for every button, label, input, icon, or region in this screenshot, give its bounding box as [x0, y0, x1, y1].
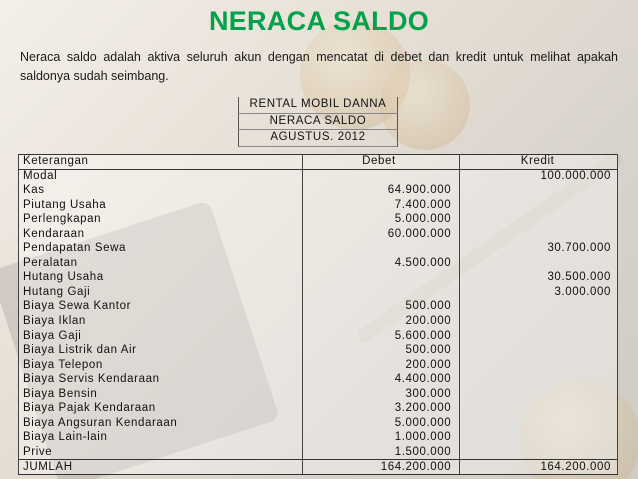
cell-keterangan: Perlengkapan — [19, 213, 303, 228]
table-row — [19, 344, 618, 359]
cell-debet — [302, 271, 460, 286]
cell-keterangan: Biaya Listrik dan Air — [19, 344, 303, 359]
statement-name: NERACA SALDO — [238, 114, 398, 131]
total-kredit: 164.200.000 — [460, 460, 618, 475]
table-row — [19, 358, 618, 373]
cell-kredit — [460, 300, 618, 315]
cell-kredit — [460, 329, 618, 344]
table-row — [19, 213, 618, 228]
cell-debet: 200.000 — [302, 358, 460, 373]
cell-keterangan: Piutang Usaha — [19, 198, 303, 213]
cell-kredit — [460, 402, 618, 417]
cell-kredit — [460, 184, 618, 199]
cell-debet: 300.000 — [302, 387, 460, 402]
report-period: AGUSTUS. 2012 — [238, 130, 398, 147]
cell-keterangan: Biaya Angsuran Kendaraan — [19, 416, 303, 431]
table-row — [19, 169, 618, 184]
table-row — [19, 402, 618, 417]
table-row — [19, 445, 618, 460]
cell-kredit — [460, 344, 618, 359]
total-debet: 164.200.000 — [302, 460, 460, 475]
header-keterangan: Keterangan — [19, 155, 303, 170]
header-debet: Debet — [302, 155, 460, 170]
table-header-row — [19, 155, 618, 170]
cell-kredit — [460, 315, 618, 330]
table-row — [19, 271, 618, 286]
cell-kredit — [460, 416, 618, 431]
cell-kredit: 30.700.000 — [460, 242, 618, 257]
slide-title: NERACA SALDO — [208, 6, 430, 36]
cell-debet: 5.000.000 — [302, 416, 460, 431]
cell-keterangan: Biaya Pajak Kendaraan — [19, 402, 303, 417]
table-total-row — [19, 460, 618, 475]
intro-paragraph: Neraca saldo adalah aktiva seluruh akun dengan mencatat di debet dan kredit untuk melihat apakah saldonya sudah seimbang. — [20, 50, 618, 83]
table-row — [19, 315, 618, 330]
table-row — [19, 184, 618, 199]
cell-kredit — [460, 213, 618, 228]
cell-keterangan: Pendapatan Sewa — [19, 242, 303, 257]
table-row — [19, 242, 618, 257]
cell-kredit — [460, 373, 618, 388]
table-body — [19, 169, 618, 460]
cell-debet: 5.600.000 — [302, 329, 460, 344]
cell-kredit: 3.000.000 — [460, 285, 618, 300]
trial-balance-table-container — [18, 154, 618, 475]
table-row — [19, 373, 618, 388]
cell-debet — [302, 285, 460, 300]
cell-debet: 500.000 — [302, 344, 460, 359]
cell-debet: 60.000.000 — [302, 227, 460, 242]
cell-keterangan: Biaya Telepon — [19, 358, 303, 373]
cell-debet — [302, 169, 460, 184]
cell-keterangan: Biaya Bensin — [19, 387, 303, 402]
cell-kredit: 100.000.000 — [460, 169, 618, 184]
table-row — [19, 416, 618, 431]
cell-keterangan: Prive — [19, 445, 303, 460]
cell-kredit — [460, 256, 618, 271]
cell-debet: 64.900.000 — [302, 184, 460, 199]
cell-debet: 3.200.000 — [302, 402, 460, 417]
trial-balance-table — [18, 154, 618, 475]
cell-keterangan: Modal — [19, 169, 303, 184]
header-kredit: Kredit — [460, 155, 618, 170]
table-row — [19, 256, 618, 271]
cell-kredit — [460, 198, 618, 213]
cell-kredit — [460, 358, 618, 373]
cell-debet: 1.000.000 — [302, 431, 460, 446]
cell-keterangan: Biaya Servis Kendaraan — [19, 373, 303, 388]
cell-debet: 4.400.000 — [302, 373, 460, 388]
company-name: RENTAL MOBIL DANNA — [238, 97, 398, 114]
table-row — [19, 300, 618, 315]
cell-debet: 5.000.000 — [302, 213, 460, 228]
cell-keterangan: Peralatan — [19, 256, 303, 271]
total-label: JUMLAH — [19, 460, 303, 475]
report-header — [18, 97, 618, 147]
cell-keterangan: Biaya Sewa Kantor — [19, 300, 303, 315]
cell-keterangan: Hutang Usaha — [19, 271, 303, 286]
cell-debet: 1.500.000 — [302, 445, 460, 460]
cell-debet: 200.000 — [302, 315, 460, 330]
cell-keterangan: Hutang Gaji — [19, 285, 303, 300]
table-row — [19, 227, 618, 242]
cell-kredit — [460, 387, 618, 402]
cell-debet: 7.400.000 — [302, 198, 460, 213]
cell-debet: 500.000 — [302, 300, 460, 315]
cell-debet: 4.500.000 — [302, 256, 460, 271]
cell-kredit: 30.500.000 — [460, 271, 618, 286]
cell-keterangan: Biaya Iklan — [19, 315, 303, 330]
table-row — [19, 387, 618, 402]
cell-kredit — [460, 445, 618, 460]
cell-debet — [302, 242, 460, 257]
table-row — [19, 329, 618, 344]
cell-kredit — [460, 227, 618, 242]
table-row — [19, 198, 618, 213]
cell-keterangan: Kendaraan — [19, 227, 303, 242]
cell-keterangan: Kas — [19, 184, 303, 199]
cell-keterangan: Biaya Lain-lain — [19, 431, 303, 446]
cell-kredit — [460, 431, 618, 446]
table-row — [19, 431, 618, 446]
table-row — [19, 285, 618, 300]
cell-keterangan: Biaya Gaji — [19, 329, 303, 344]
